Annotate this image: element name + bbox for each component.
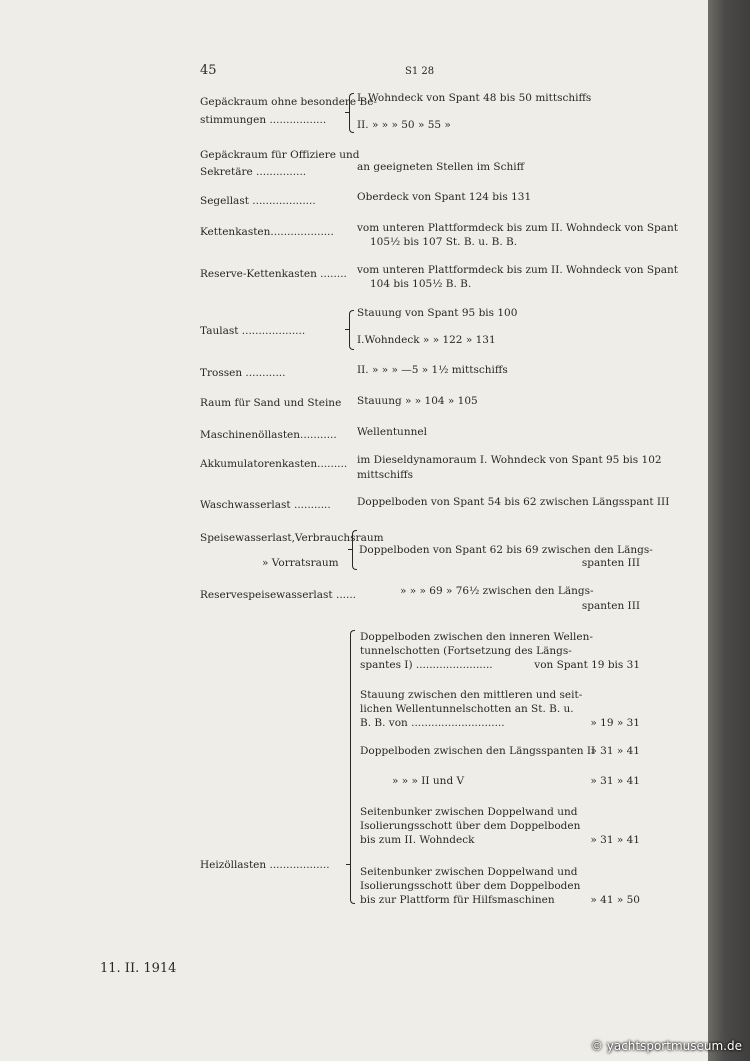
- heizoel-text: Seitenbunker zwischen Doppelwand und: [360, 806, 578, 818]
- entry-text: II. » » » 50 » 55 »: [357, 119, 451, 131]
- entry-text: im Dieseldynamoraum I. Wohndeck von Spant 95 bis 102: [357, 454, 662, 466]
- book-spine: [708, 0, 750, 1061]
- heizoel-range: » 31 » 41: [590, 834, 640, 846]
- heizoel-range: » 19 » 31: [590, 717, 640, 729]
- entry-label: Reservespeisewasserlast ......: [200, 589, 357, 601]
- heizoel-text: Isolierungsschott über dem Doppelboden: [360, 820, 581, 832]
- entry-label: Waschwasserlast ...........: [200, 499, 331, 511]
- heizoel-label: Heizöllasten ..................: [200, 859, 330, 871]
- entry-text: Stauung von Spant 95 bis 100: [357, 307, 518, 319]
- heizoel-range: » 41 » 50: [590, 894, 640, 906]
- heizoel-text: lichen Wellentunnelschotten an St. B. u.: [360, 703, 574, 715]
- brace: [350, 630, 355, 904]
- entry-label: Gepäckraum ohne besondere Be-: [200, 96, 377, 108]
- entry-text: an geeigneten Stellen im Schiff: [357, 161, 525, 173]
- entry-label: Taulast ...................: [200, 325, 306, 337]
- entry-label: Reserve-Kettenkasten ........: [200, 268, 347, 280]
- brace-tip: [348, 549, 352, 550]
- entry-label: Kettenkasten...................: [200, 226, 334, 238]
- entry-label: stimmungen .................: [200, 114, 327, 126]
- entry-text: spanten III: [581, 600, 640, 612]
- entry-label: Raum für Sand und Steine: [200, 397, 342, 409]
- page-number: 45: [200, 63, 217, 78]
- entry-text: Doppelboden von Spant 54 bis 62 zwischen Längsspant III: [357, 496, 670, 508]
- heizoel-text: bis zum II. Wohndeck: [360, 834, 475, 846]
- entry-text: 104 bis 105½ B. B.: [370, 278, 472, 290]
- brace-tip: [346, 864, 350, 865]
- heizoel-range: » 31 » 41: [590, 745, 640, 757]
- page-code: S1 28: [405, 66, 435, 77]
- entry-text: » » » 69 » 76½ zwischen den Längs-: [400, 585, 594, 597]
- watermark: © yachtsportmuseum.de: [590, 1039, 742, 1053]
- entry-label: Maschinenöllasten...........: [200, 429, 337, 441]
- entry-text: Oberdeck von Spant 124 bis 131: [357, 191, 532, 203]
- entry-text: mittschiffs: [357, 469, 413, 481]
- entry-label: Akkumulatorenkasten.........: [200, 458, 348, 470]
- entry-text: vom unteren Plattformdeck bis zum II. Wohndeck von Spant: [357, 222, 678, 234]
- entry-text: vom unteren Plattformdeck bis zum II. Wohndeck von Spant: [357, 264, 678, 276]
- entry-label: Segellast ...................: [200, 195, 316, 207]
- heizoel-text: Stauung zwischen den mittleren und seit-: [360, 689, 583, 701]
- heizoel-text: bis zur Plattform für Hilfsmaschinen: [360, 894, 555, 906]
- entry-label: Speisewasserlast,Verbrauchsraum: [200, 532, 384, 544]
- entry-text: Stauung » » 104 » 105: [357, 395, 478, 407]
- entry-text: Wellentunnel: [357, 426, 427, 438]
- brace: [352, 530, 357, 570]
- entry-text: I.Wohndeck » » 122 » 131: [357, 334, 496, 346]
- heizoel-text: B. B. von ............................: [360, 717, 505, 729]
- brace: [349, 310, 354, 350]
- entry-text: spanten III: [581, 557, 640, 569]
- brace-tip: [345, 329, 349, 330]
- entry-text: II. » » » —5 » 1½ mittschiffs: [357, 364, 508, 376]
- entry-label: » Vorratsraum: [262, 557, 339, 569]
- heizoel-text: » » » II und V: [392, 775, 465, 787]
- entry-label: Sekretäre ...............: [200, 166, 307, 178]
- entry-text: 105½ bis 107 St. B. u. B. B.: [370, 236, 518, 248]
- entry-text: I. Wohndeck von Spant 48 bis 50 mittschiffs: [357, 92, 592, 104]
- heizoel-text: spantes I) .......................: [360, 659, 493, 671]
- heizoel-range: von Spant 19 bis 31: [534, 659, 640, 671]
- heizoel-text: Isolierungsschott über dem Doppelboden: [360, 880, 581, 892]
- heizoel-text: Seitenbunker zwischen Doppelwand und: [360, 866, 578, 878]
- entry-text: Doppelboden von Spant 62 bis 69 zwischen den Längs-: [359, 544, 653, 556]
- heizoel-range: » 31 » 41: [590, 775, 640, 787]
- heizoel-text: Doppelboden zwischen den inneren Wellen-: [360, 631, 593, 643]
- page-date: 11. II. 1914: [100, 961, 177, 976]
- brace-tip: [345, 112, 349, 113]
- heizoel-text: tunnelschotten (Fortsetzung des Längs-: [360, 645, 572, 657]
- brace: [349, 93, 354, 133]
- entry-label: Trossen ............: [200, 367, 286, 379]
- heizoel-text: Doppelboden zwischen den Längsspanten II: [360, 745, 596, 757]
- entry-label: Gepäckraum für Offiziere und: [200, 149, 360, 161]
